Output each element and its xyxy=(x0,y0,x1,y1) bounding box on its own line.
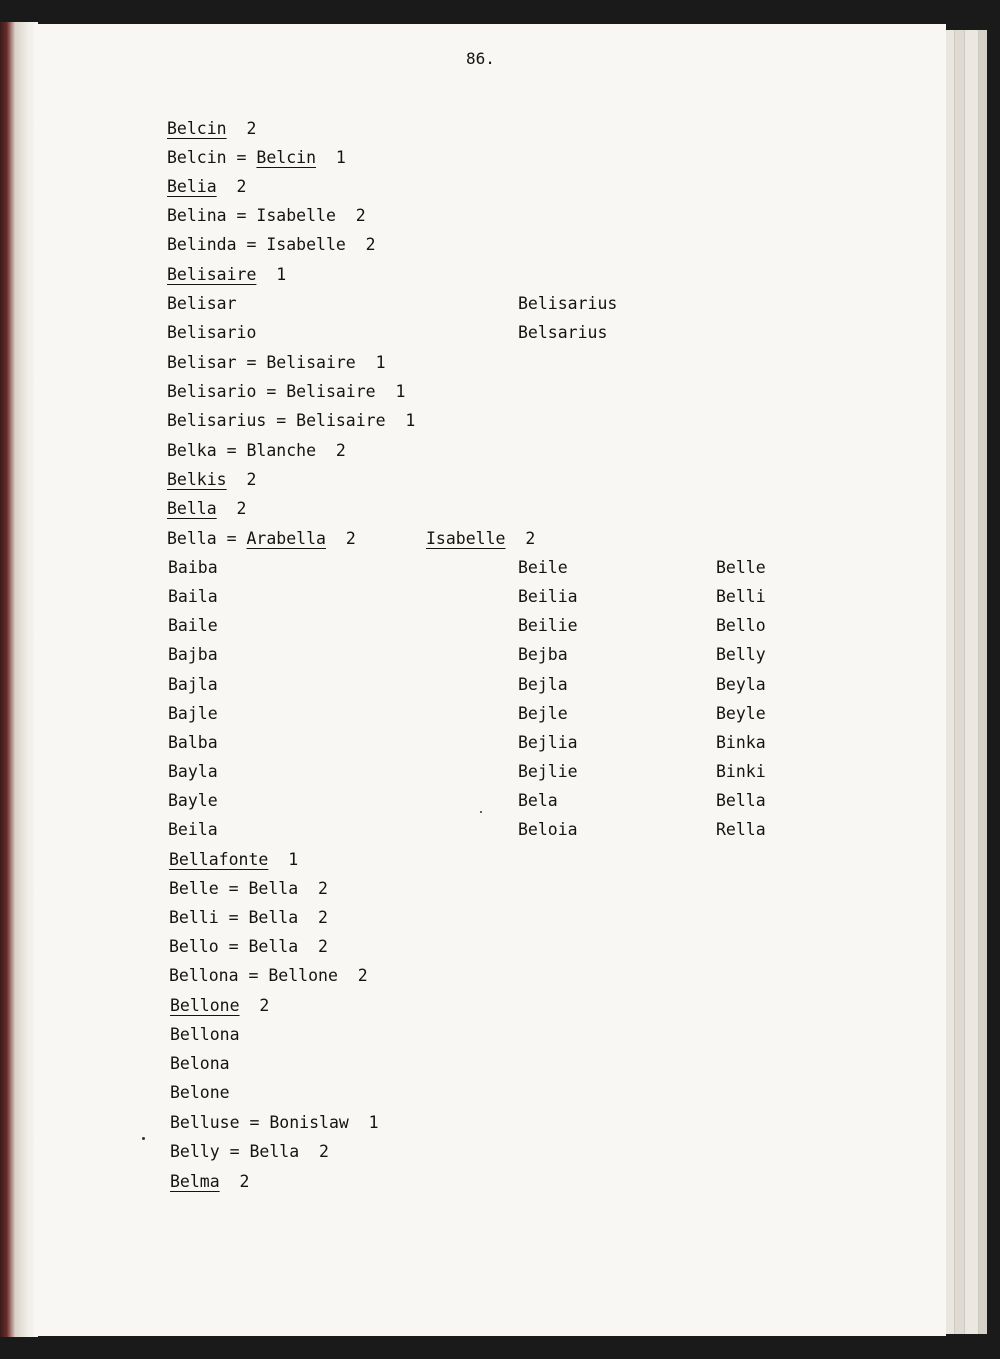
entry-text: Belka = Blanche 2 xyxy=(167,441,346,460)
index-entry xyxy=(170,1054,230,1074)
index-entry xyxy=(167,206,366,226)
index-entry xyxy=(167,411,415,431)
entry-text: Belisar xyxy=(167,294,237,313)
entry-text: Bella = xyxy=(167,529,247,548)
index-entry xyxy=(170,1142,329,1162)
entry-text: Belli xyxy=(716,587,766,606)
entry-text: Beilie xyxy=(518,616,578,635)
index-entry xyxy=(167,177,246,197)
book-spine xyxy=(0,22,38,1337)
entry-text: Bela xyxy=(518,791,558,810)
entry-text: Belisar = Belisaire 1 xyxy=(167,353,386,372)
entry-text: 1 xyxy=(268,850,299,869)
index-entry xyxy=(167,470,256,490)
index-entry xyxy=(168,558,218,578)
entry-text: Beila xyxy=(168,820,218,839)
entry-text: Belcin = xyxy=(167,148,257,167)
entry-text: Belina = Isabelle 2 xyxy=(167,206,366,225)
index-entry xyxy=(168,645,218,665)
entry-heading: Belma xyxy=(170,1172,220,1191)
entry-text: Bayla xyxy=(168,762,218,781)
index-entry xyxy=(167,235,376,255)
entry-text: Belisario xyxy=(167,323,257,342)
index-entry xyxy=(716,704,766,724)
index-entry xyxy=(169,879,328,899)
index-entry xyxy=(168,704,218,724)
index-entry xyxy=(518,704,568,724)
entry-text: Bejlie xyxy=(518,762,578,781)
index-entry xyxy=(170,1172,249,1192)
entry-text: Belona xyxy=(170,1054,230,1073)
entry-text: Bajla xyxy=(168,675,218,694)
stray-mark xyxy=(480,811,482,813)
index-entry xyxy=(170,996,269,1016)
entry-text: Bello = Bella 2 xyxy=(169,937,328,956)
index-entry xyxy=(518,558,568,578)
index-entry xyxy=(167,119,256,139)
index-entry xyxy=(716,762,766,782)
index-entry xyxy=(168,733,218,753)
entry-heading: Isabelle xyxy=(426,529,506,548)
entry-text: 2 xyxy=(219,1172,250,1191)
entry-heading: Arabella xyxy=(246,529,326,548)
index-entry xyxy=(716,645,766,665)
index-entry xyxy=(518,791,558,811)
index-entry xyxy=(168,616,218,636)
index-entry xyxy=(518,762,578,782)
entry-text: Balba xyxy=(168,733,218,752)
index-entry xyxy=(518,323,607,343)
entry-text: 2 xyxy=(505,529,536,548)
index-entry xyxy=(518,616,578,636)
entry-text: Bellona xyxy=(170,1025,240,1044)
entry-text: Binki xyxy=(716,762,766,781)
page-edge xyxy=(964,30,979,1334)
index-entry xyxy=(716,675,766,695)
index-entry xyxy=(168,762,218,782)
entry-heading: Belkis xyxy=(167,470,227,489)
entry-text: Bejba xyxy=(518,645,568,664)
entry-text: Belinda = Isabelle 2 xyxy=(167,235,376,254)
entry-text: Belisario = Belisaire 1 xyxy=(167,382,406,401)
page-number: 86. xyxy=(466,49,495,68)
entry-text: Bejla xyxy=(518,675,568,694)
index-entry xyxy=(518,645,568,665)
index-entry xyxy=(168,675,218,695)
index-entry xyxy=(167,265,286,285)
index-entry xyxy=(168,820,218,840)
entry-text: Bayle xyxy=(168,791,218,810)
index-entry xyxy=(167,323,256,343)
index-entry xyxy=(167,148,346,168)
entry-text: Rella xyxy=(716,820,766,839)
entry-heading: Bella xyxy=(167,499,217,518)
entry-text: Beilia xyxy=(518,587,578,606)
entry-text: Beloia xyxy=(518,820,578,839)
entry-text: Baile xyxy=(168,616,218,635)
index-entry xyxy=(170,1025,240,1045)
entry-text: Bajba xyxy=(168,645,218,664)
index-entry xyxy=(716,558,766,578)
entry-heading: Bellafonte xyxy=(169,850,269,869)
index-entry xyxy=(716,733,766,753)
entry-text: 2 xyxy=(325,529,356,548)
index-entry xyxy=(716,791,766,811)
index-entry xyxy=(716,616,766,636)
index-entry xyxy=(716,587,766,607)
entry-text: Bejle xyxy=(518,704,568,723)
index-entry xyxy=(169,937,328,957)
page-edge xyxy=(978,30,987,1334)
entry-text: Belsarius xyxy=(518,323,608,342)
index-entry xyxy=(518,820,578,840)
index-entry xyxy=(168,587,218,607)
index-entry xyxy=(169,908,328,928)
index-entry xyxy=(169,966,368,986)
entry-text: 1 xyxy=(316,148,346,167)
entry-text: Belone xyxy=(170,1083,230,1102)
entry-text: 2 xyxy=(226,119,257,138)
entry-heading: Belia xyxy=(167,177,217,196)
entry-text: Belluse = Bonislaw 1 xyxy=(170,1113,379,1132)
index-entry xyxy=(167,382,405,402)
entry-text: Bello xyxy=(716,616,766,635)
entry-text: Belisarius xyxy=(518,294,618,313)
entry-text: Beyle xyxy=(716,704,766,723)
index-entry xyxy=(169,850,298,870)
entry-text: Bajle xyxy=(168,704,218,723)
entry-text: Belly xyxy=(716,645,766,664)
index-entry xyxy=(518,294,617,314)
entry-text: Baiba xyxy=(168,558,218,577)
stray-mark xyxy=(142,1137,145,1140)
entry-text: Belly = Bella 2 xyxy=(170,1142,329,1161)
entry-text: Belli = Bella 2 xyxy=(169,908,328,927)
entry-text: Belle xyxy=(716,558,766,577)
entry-text: 1 xyxy=(256,265,287,284)
index-entry xyxy=(167,499,246,519)
entry-text: Bejlia xyxy=(518,733,578,752)
entry-text: Binka xyxy=(716,733,766,752)
entry-text: 2 xyxy=(239,996,270,1015)
index-entry xyxy=(170,1083,230,1103)
index-entry xyxy=(167,441,346,461)
index-entry xyxy=(716,820,766,840)
entry-heading: Bellone xyxy=(170,996,240,1015)
index-entry xyxy=(168,791,218,811)
index-entry xyxy=(426,529,535,549)
entry-text: Belle = Bella 2 xyxy=(169,879,328,898)
index-entry xyxy=(167,353,386,373)
index-entry xyxy=(170,1113,379,1133)
entry-heading: Belisaire xyxy=(167,265,257,284)
entry-heading: Belcin xyxy=(256,148,317,167)
entry-text: Bellona = Bellone 2 xyxy=(169,966,368,985)
entry-text: Beile xyxy=(518,558,568,577)
entry-text: Baila xyxy=(168,587,218,606)
entry-text: Belisarius = Belisaire 1 xyxy=(167,411,416,430)
entry-text: Beyla xyxy=(716,675,766,694)
entry-text: Bella xyxy=(716,791,766,810)
index-entry xyxy=(518,587,578,607)
index-entry xyxy=(518,733,578,753)
entry-heading: Belcin xyxy=(167,119,227,138)
entry-text: 2 xyxy=(216,177,247,196)
index-entry xyxy=(518,675,568,695)
index-entry xyxy=(167,294,237,314)
entry-text: 2 xyxy=(216,499,247,518)
index-entry xyxy=(167,529,356,549)
entry-text: 2 xyxy=(226,470,257,489)
